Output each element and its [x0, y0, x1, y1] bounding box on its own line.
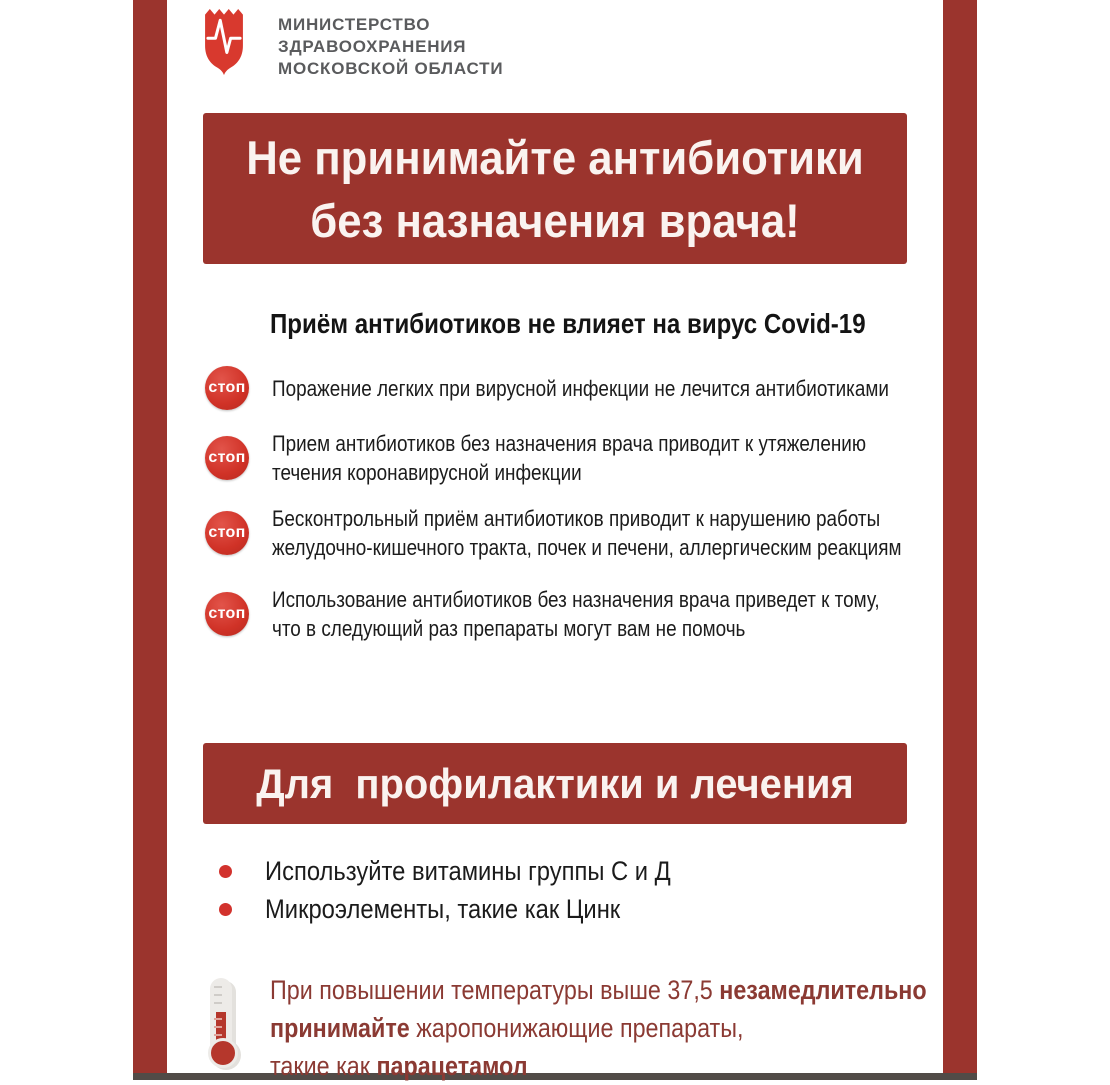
ministry-shield-ekg-icon — [205, 8, 243, 78]
bullet-dot-icon — [219, 865, 232, 878]
bullet-dot-icon — [219, 903, 232, 916]
prevention-banner — [203, 743, 907, 824]
stop-item-3-text: Бесконтрольный приём антибиотиков приводит к нарушению работы желудочно-кишечного тракта, почек и печени, аллергическим реакциям — [272, 506, 902, 560]
stop-item-4 — [205, 585, 995, 643]
stop-item-4-text: Использование антибиотиков без назначения врача приведет к тому, что в следующий раз препараты могут вам не помочь — [272, 587, 880, 641]
main-banner-line1: Не принимайте антибиотики — [246, 131, 864, 184]
stop-item-3 — [205, 504, 1021, 562]
fever-note-line3: такие как парацетамол — [270, 1051, 528, 1081]
ministry-name-line3: МОСКОВСКОЙ ОБЛАСТИ — [278, 59, 504, 78]
prevention-item-2 — [219, 890, 669, 928]
stop-badge-icon: стоп — [205, 592, 249, 636]
main-warning-banner — [203, 113, 907, 264]
ministry-name — [278, 14, 503, 80]
stop-badge-icon: стоп — [205, 511, 249, 555]
prevention-item-1-text: Используйте витамины группы С и Д — [265, 855, 671, 886]
stop-item-1-text: Поражение легких при вирусной инфекции не лечится антибиотиками — [272, 375, 889, 401]
stop-item-2 — [205, 429, 979, 487]
prevention-banner-title: Для профилактики и лечения — [256, 760, 854, 807]
thermometer-icon — [206, 978, 240, 1068]
left-side-stripe — [133, 0, 167, 1080]
covid-subtitle: Приём антибиотиков не влияет на вирус Covid-19 — [270, 308, 866, 339]
fever-note — [270, 971, 1016, 1085]
fever-note-line2: принимайте жаропонижающие препараты, — [270, 1013, 744, 1043]
ministry-name-line1: МИНИСТЕРСТВО — [278, 15, 431, 34]
prevention-item-2-text: Микроэлементы, такие как Цинк — [265, 893, 621, 924]
stop-item-1 — [205, 366, 1006, 410]
prevention-item-1 — [219, 852, 726, 890]
stop-badge-icon: стоп — [205, 366, 249, 410]
ministry-name-line2: ЗДРАВООХРАНЕНИЯ — [278, 37, 467, 56]
stop-item-2-text: Прием антибиотиков без назначения врача приводит к утяжелению течения коронавирусной инфекции — [272, 431, 867, 485]
fever-note-line1: При повышении температуры выше 37,5 незамедлительно — [270, 975, 927, 1005]
stop-badge-icon: стоп — [205, 436, 249, 480]
main-banner-line2: без назначения врача! — [310, 194, 800, 247]
